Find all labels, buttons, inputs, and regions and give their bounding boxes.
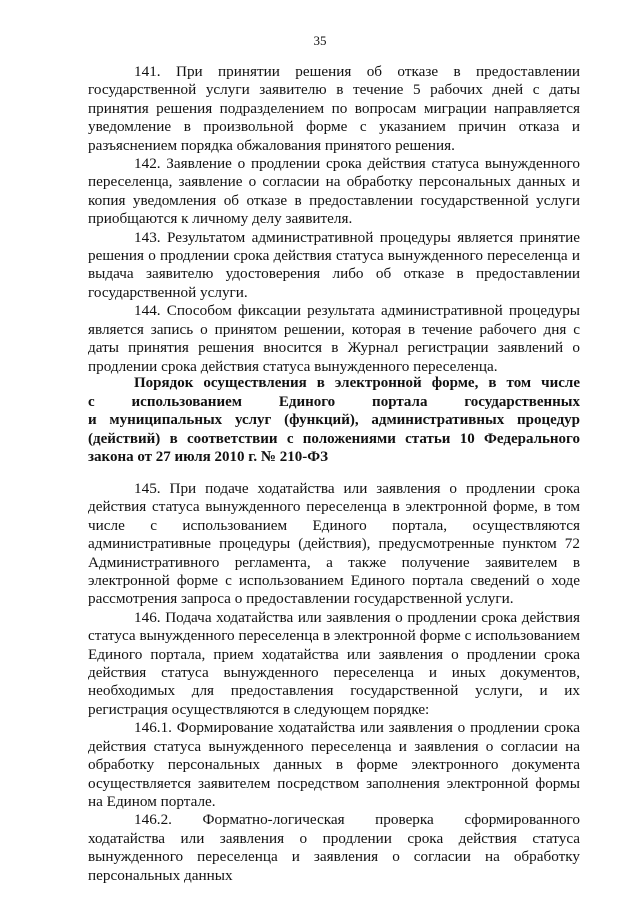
heading-line-5: закона от 27 июля 2010 г. № 210-ФЗ <box>88 449 329 466</box>
paragraph-143: 143. Результатом административной процедуры является принятие решения о продлении срока действия статуса вынужденного переселенца и выдача заявителю удостоверения либо об отказе в предоставлении государственной услуги. <box>88 228 580 301</box>
heading-line-1: Порядок осуществления в электронной форме, в том числе <box>134 375 580 391</box>
paragraph-141: 141. При принятии решения об отказе в предоставлении государственной услуги заявителю в течение 5 рабочих дней с даты принятия решения подразделением по вопросам миграции направляется уведомление в произвольной форме с указанием причин отказа и разъяснением порядка обжалования принятого решения. <box>88 63 580 154</box>
page-number: 35 <box>313 33 327 48</box>
heading-line-4: (действий) в соответствии с положениями статьи 10 Федерального <box>88 430 580 447</box>
section-heading <box>88 374 580 467</box>
paragraph-146-1: 146.1. Формирование ходатайства или заявления о продлении срока действия статуса вынужденного переселенца и заявления о согласии на обработку персональных данных в форме электронного документа осуществляется заявителем посредством заполнения электронной формы на Едином портале. <box>88 719 580 810</box>
heading-line-2: с использованием Единого портала государственных <box>88 393 580 410</box>
paragraphs-top <box>88 63 580 376</box>
paragraph-142: 142. Заявление о продлении срока действия статуса вынужденного переселенца, заявление о согласии на обработку персональных данных и копия уведомления об отказе в предоставлении государственной услуги приобщаются к личному делу заявителя. <box>88 155 580 228</box>
paragraph-145: 145. При подаче ходатайства или заявления о продлении срока действия статуса вынужденного переселенца в электронной форме, в том числе с использованием Единого портала, осуществляются административные процедуры (действия), предусмотренные пунктом 72 Административного регламента, а также получение заявителем в электронной форме с использованием Единого портала сведений о ходе рассмотрения запроса о предоставлении государственной услуги. <box>88 480 580 608</box>
paragraph-144: 144. Способом фиксации результата административной процедуры является запись о принятом решении, которая в течение рабочего дня с даты принятия решения вносится в Журнал регистрации заявлений о продлении срока действия статуса вынужденного переселенца. <box>88 302 580 375</box>
paragraphs-bottom <box>88 480 580 885</box>
heading-line-3: и муниципальных услуг (функций), административных процедур <box>88 412 580 429</box>
paragraph-146: 146. Подача ходатайства или заявления о продлении срока действия статуса вынужденного переселенца в электронной форме с использованием Единого портала, прием ходатайства или заявления о продлении срока действия статуса вынужденного переселенца и иных документов, необходимых для предоставления государственной услуги, и их регистрация осуществляются в следующем порядке: <box>88 608 580 718</box>
paragraph-146-2: 146.2. Форматно-логическая проверка сформированного ходатайства или заявления о продлении срока действия статуса вынужденного переселенца и заявления о согласии на обработку персональных данных <box>88 811 580 884</box>
